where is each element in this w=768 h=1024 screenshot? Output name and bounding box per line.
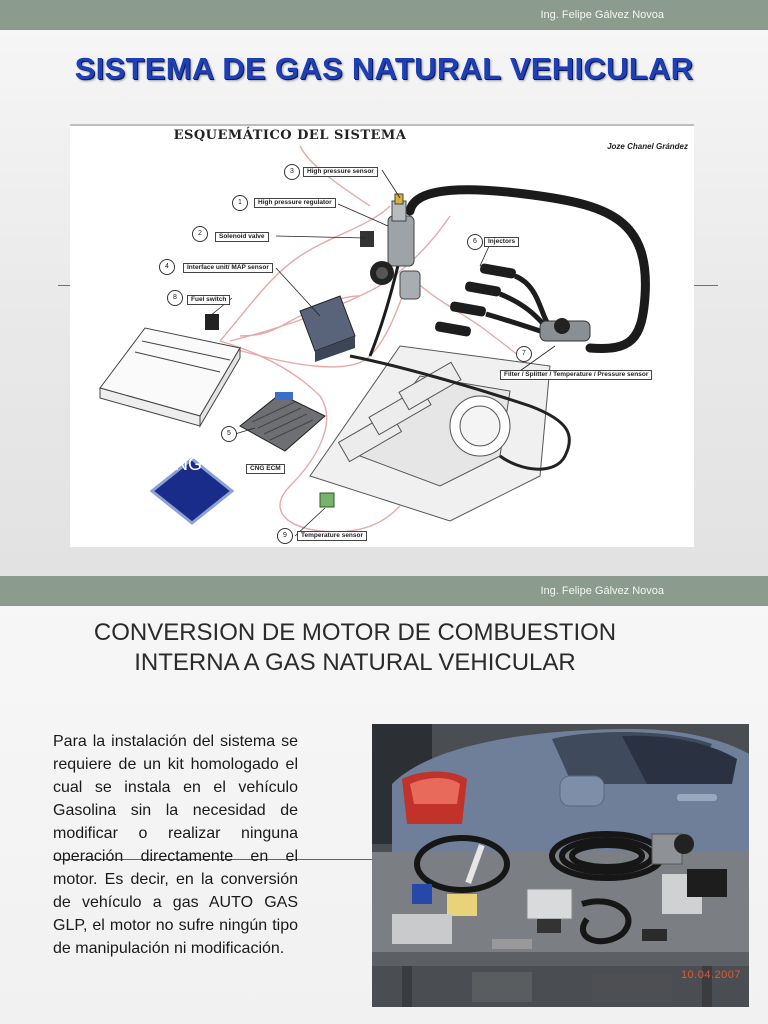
diagram-title: ESQUEMÁTICO DEL SISTEMA xyxy=(173,128,407,143)
callout-number: 1 xyxy=(232,195,248,211)
callout-number: 4 xyxy=(159,259,175,275)
top-bar xyxy=(0,0,768,30)
conversion-kit-photo xyxy=(372,724,749,1007)
photo-date-stamp: 10.04.2007 xyxy=(680,969,741,981)
callout-label: High pressure regulator xyxy=(254,198,336,208)
callout-number: 2 xyxy=(192,226,208,242)
callout-label: Injectors xyxy=(484,237,519,247)
callout-label: Interface unit/ MAP sensor xyxy=(183,263,273,273)
accent-line-right xyxy=(694,285,718,286)
cng-ecm xyxy=(240,392,325,451)
temperature-sensor xyxy=(320,493,334,507)
callout-number: 9 xyxy=(277,528,293,544)
filter-splitter xyxy=(540,318,590,341)
accent-line-left xyxy=(58,285,70,286)
callout-label: Filter / Splitter / Temperature / Pressure sensor xyxy=(500,370,652,380)
callout-number: 3 xyxy=(284,164,300,180)
callout-label: Fuel switch xyxy=(187,295,230,305)
diagram-author: Joze Chanel Grández xyxy=(607,142,688,151)
callout-number: 7 xyxy=(516,346,532,362)
schematic-drawing xyxy=(70,126,694,547)
callout-number: 8 xyxy=(167,290,183,306)
ecu-box xyxy=(100,328,240,426)
slide-title: SISTEMA DE GAS NATURAL VEHICULAR xyxy=(74,51,694,86)
author-label: Ing. Felipe Gálvez Novoa xyxy=(540,585,664,597)
slide-title xyxy=(60,618,650,678)
cng-logo-text: CNG xyxy=(162,454,202,474)
callout-label: Temperature sensor xyxy=(297,531,367,541)
top-bar xyxy=(0,576,768,606)
author-label: Ing. Felipe Gálvez Novoa xyxy=(540,9,664,21)
slide-2 xyxy=(0,576,768,1024)
interface-unit xyxy=(300,296,355,362)
body-paragraph: Para la instalación del sistema se requiere de un kit homologado el cual se instala en el vehículo Gasolina sin la necesidad de modificar o realizar ninguna operación directamente en el motor. Es decir, en la conversión de vehículo a gas AUTO GAS GLP, el motor no sufre ningún tipo de manipulación ni modificación. xyxy=(53,733,298,957)
kit-photo-drawing xyxy=(372,724,749,1007)
callout-label: High pressure sensor xyxy=(303,167,378,177)
slide-title-line-1: CONVERSION DE MOTOR DE COMBUESTION xyxy=(93,619,617,646)
slide-title-line-2: INTERNA A GAS NATURAL VEHICULAR xyxy=(134,649,576,676)
callout-label: Solenoid valve xyxy=(215,232,269,242)
injectors xyxy=(434,263,555,337)
callout-label: CNG ECM xyxy=(246,464,285,474)
system-schematic xyxy=(70,124,694,547)
fuel-switch xyxy=(205,314,219,330)
callout-number: 5 xyxy=(221,426,237,442)
callout-number: 6 xyxy=(467,234,483,250)
